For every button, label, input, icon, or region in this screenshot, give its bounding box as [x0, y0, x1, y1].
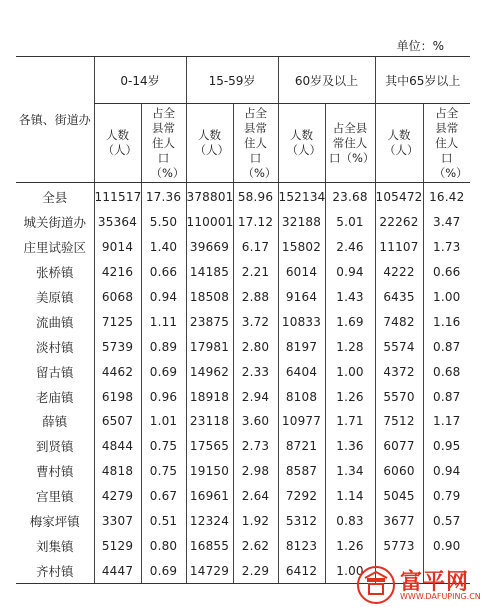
unit-label: 单位：% — [396, 39, 444, 53]
cell-share: 0.89 — [141, 334, 186, 359]
cell-count: 5773 — [375, 533, 423, 558]
cell-count: 7125 — [94, 309, 141, 334]
cell-count: 10977 — [278, 409, 325, 434]
row-name: 庄里试验区 — [23, 240, 86, 256]
cell-share: 58.96 — [233, 183, 278, 210]
cell-count: 23875 — [186, 309, 233, 334]
cell-count: 18918 — [186, 384, 233, 409]
row-name: 留古镇 — [35, 364, 74, 380]
cell-share: 1.71 — [325, 409, 375, 434]
cell-count: 6435 — [375, 285, 423, 310]
row-name: 淡村镇 — [35, 339, 74, 355]
cell-share: 1.00 — [423, 285, 470, 310]
sub-header-share: 占全县常住人口（%） — [423, 104, 470, 183]
cell-count: 16855 — [186, 533, 233, 558]
watermark-brand: 富平网 — [400, 570, 470, 595]
cell-share: 0.51 — [141, 509, 186, 534]
cell-share: 3.72 — [233, 309, 278, 334]
table-row — [16, 533, 470, 558]
table-row — [16, 210, 470, 235]
cell-count: 9014 — [94, 235, 141, 260]
table-row — [16, 409, 470, 434]
cell-share: 1.11 — [141, 309, 186, 334]
cell-count: 18508 — [186, 285, 233, 310]
cell-count: 111517 — [94, 183, 141, 210]
cell-count: 105472 — [375, 183, 423, 210]
cell-share: 1.16 — [423, 309, 470, 334]
cell-share: 0.67 — [141, 484, 186, 509]
row-name: 流曲镇 — [35, 314, 74, 330]
cell-share: 1.69 — [325, 309, 375, 334]
cell-share: 0.87 — [423, 334, 470, 359]
cell-share: 6.17 — [233, 235, 278, 260]
cell-count: 110001 — [186, 210, 233, 235]
cell-share: 1.73 — [423, 235, 470, 260]
cell-share: 0.94 — [141, 285, 186, 310]
watermark-seal-icon — [356, 565, 396, 605]
cell-share: 2.88 — [233, 285, 278, 310]
sub-header-share: 占全县常住人口（%） — [233, 104, 278, 183]
cell-count: 9164 — [278, 285, 325, 310]
cell-share: 17.12 — [233, 210, 278, 235]
cell-count: 35364 — [94, 210, 141, 235]
cell-count: 17981 — [186, 334, 233, 359]
cell-share: 0.79 — [423, 484, 470, 509]
sub-header-count: 人数（人） — [94, 104, 141, 183]
sub-header-count: 人数（人） — [278, 104, 325, 183]
cell-share: 2.80 — [233, 334, 278, 359]
row-name: 梅家坪镇 — [29, 514, 80, 530]
cell-count: 8587 — [278, 459, 325, 484]
cell-count: 10833 — [278, 309, 325, 334]
cell-count: 8721 — [278, 434, 325, 459]
table-row — [16, 384, 470, 409]
header-row-label — [16, 57, 94, 183]
cell-count: 19150 — [186, 459, 233, 484]
cell-share: 0.69 — [141, 359, 186, 384]
cell-share: 2.94 — [233, 384, 278, 409]
cell-count: 14962 — [186, 359, 233, 384]
cell-share: 2.46 — [325, 235, 375, 260]
cell-share: 3.47 — [423, 210, 470, 235]
row-name: 美原镇 — [35, 290, 74, 305]
cell-count: 6507 — [94, 409, 141, 434]
watermark-logo — [356, 565, 496, 605]
cell-count: 6077 — [375, 434, 423, 459]
cell-share: 1.01 — [141, 409, 186, 434]
cell-count: 4844 — [94, 434, 141, 459]
cell-count: 17565 — [186, 434, 233, 459]
cell-share: 1.00 — [325, 359, 375, 384]
cell-share: 1.92 — [233, 509, 278, 534]
table-row — [16, 359, 470, 384]
cell-count: 11107 — [375, 235, 423, 260]
cell-share: 5.01 — [325, 210, 375, 235]
table-row — [16, 235, 470, 260]
cell-share: 0.83 — [325, 509, 375, 534]
cell-count: 6068 — [94, 285, 141, 310]
group-header-60-plus: 60岁及以上 — [278, 57, 375, 104]
cell-count: 14185 — [186, 260, 233, 285]
cell-count: 22262 — [375, 210, 423, 235]
row-name: 城关街道办 — [23, 215, 86, 231]
cell-count: 378801 — [186, 183, 233, 210]
cell-share: 0.75 — [141, 459, 186, 484]
table-row — [16, 285, 470, 310]
cell-count: 15802 — [278, 235, 325, 260]
cell-share: 1.17 — [423, 409, 470, 434]
row-name: 曹村镇 — [35, 464, 74, 480]
sub-header-count: 人数（人） — [186, 104, 233, 183]
cell-share: 1.34 — [325, 459, 375, 484]
cell-share: 0.68 — [423, 359, 470, 384]
cell-count: 12324 — [186, 509, 233, 534]
cell-count: 4447 — [94, 558, 141, 583]
cell-count: 5574 — [375, 334, 423, 359]
cell-share: 2.98 — [233, 459, 278, 484]
cell-count: 7292 — [278, 484, 325, 509]
row-label-text: 各镇、街道办 — [18, 112, 91, 127]
cell-count: 5045 — [375, 484, 423, 509]
cell-count: 14729 — [186, 558, 233, 583]
cell-share: 1.28 — [325, 334, 375, 359]
cell-count: 3307 — [94, 509, 141, 534]
cell-count: 23118 — [186, 409, 233, 434]
group-header-65-plus: 其中65岁以上 — [375, 57, 470, 104]
cell-count: 5312 — [278, 509, 325, 534]
cell-share: 0.75 — [141, 434, 186, 459]
table-row — [16, 434, 470, 459]
cell-share: 0.95 — [423, 434, 470, 459]
cell-share: 0.94 — [325, 260, 375, 285]
cell-share: 2.21 — [233, 260, 278, 285]
row-name: 张桥镇 — [35, 265, 74, 281]
row-name: 齐村镇 — [16, 558, 94, 583]
cell-count: 3677 — [375, 509, 423, 534]
cell-share: 2.29 — [233, 558, 278, 583]
cell-count: 39669 — [186, 235, 233, 260]
row-name: 薛镇 — [42, 414, 68, 430]
sub-header-share: 占全县常住人口（%） — [141, 104, 186, 183]
table-row — [16, 459, 470, 484]
cell-share: 1.00 — [325, 558, 375, 583]
sub-header-count: 人数（人） — [375, 104, 423, 183]
cell-count: 8123 — [278, 533, 325, 558]
cell-count: 6404 — [278, 359, 325, 384]
cell-count: 7512 — [375, 409, 423, 434]
cell-share: 2.62 — [233, 533, 278, 558]
cell-share: 0.90 — [423, 533, 470, 558]
population-table — [16, 56, 470, 584]
cell-share: 1.26 — [325, 533, 375, 558]
table-row — [16, 309, 470, 334]
cell-share: 2.33 — [233, 359, 278, 384]
cell-count: 7482 — [375, 309, 423, 334]
cell-share: 0.69 — [141, 558, 186, 583]
cell-count: 5739 — [94, 334, 141, 359]
watermark-url: WWW.DAFUPING.CN — [400, 592, 481, 601]
cell-share: 3.60 — [233, 409, 278, 434]
cell-count: 4818 — [94, 459, 141, 484]
cell-count: 4279 — [94, 484, 141, 509]
cell-share: 0.80 — [141, 533, 186, 558]
cell-share: 2.64 — [233, 484, 278, 509]
cell-share: 1.43 — [325, 285, 375, 310]
cell-count: 5129 — [94, 533, 141, 558]
cell-share: 1.36 — [325, 434, 375, 459]
cell-share: 0.94 — [423, 459, 470, 484]
cell-share: 1.26 — [325, 384, 375, 409]
row-name: 到贤镇 — [35, 439, 74, 455]
cell-count: 4372 — [375, 359, 423, 384]
cell-count: 152134 — [278, 183, 325, 210]
group-header-15-59: 15-59岁 — [186, 57, 278, 104]
cell-share: 1.14 — [325, 484, 375, 509]
cell-count: 6060 — [375, 459, 423, 484]
table-row — [16, 334, 470, 359]
table-row — [16, 260, 470, 285]
cell-count: 6412 — [278, 558, 325, 583]
cell-count: 16961 — [186, 484, 233, 509]
cell-share: 16.42 — [423, 183, 470, 210]
cell-count: 6198 — [94, 384, 141, 409]
row-name: 全县 — [42, 190, 68, 206]
cell-count: 4462 — [94, 359, 141, 384]
cell-share: 23.68 — [325, 183, 375, 210]
cell-share: 17.36 — [141, 183, 186, 210]
cell-share: 0.87 — [423, 384, 470, 409]
cell-count: 5570 — [375, 384, 423, 409]
table-row — [16, 183, 470, 210]
cell-share: 2.73 — [233, 434, 278, 459]
cell-share: 0.96 — [141, 384, 186, 409]
row-name: 老庙镇 — [35, 389, 74, 405]
cell-count: 4222 — [375, 260, 423, 285]
cell-share: 0.66 — [141, 260, 186, 285]
row-name: 宫里镇 — [35, 489, 74, 505]
cell-share: 0.57 — [423, 509, 470, 534]
cell-count: 4216 — [94, 260, 141, 285]
table-row — [16, 509, 470, 534]
cell-count: 6014 — [278, 260, 325, 285]
sub-header-share: 占全县常住人口（%） — [325, 104, 375, 183]
row-name: 刘集镇 — [35, 538, 74, 554]
table-row — [16, 484, 470, 509]
group-header-0-14: 0-14岁 — [94, 57, 186, 104]
cell-count: 32188 — [278, 210, 325, 235]
cell-share: 1.40 — [141, 235, 186, 260]
cell-count: 8108 — [278, 384, 325, 409]
cell-share: 0.66 — [423, 260, 470, 285]
cell-share: 5.50 — [141, 210, 186, 235]
cell-count: 8197 — [278, 334, 325, 359]
